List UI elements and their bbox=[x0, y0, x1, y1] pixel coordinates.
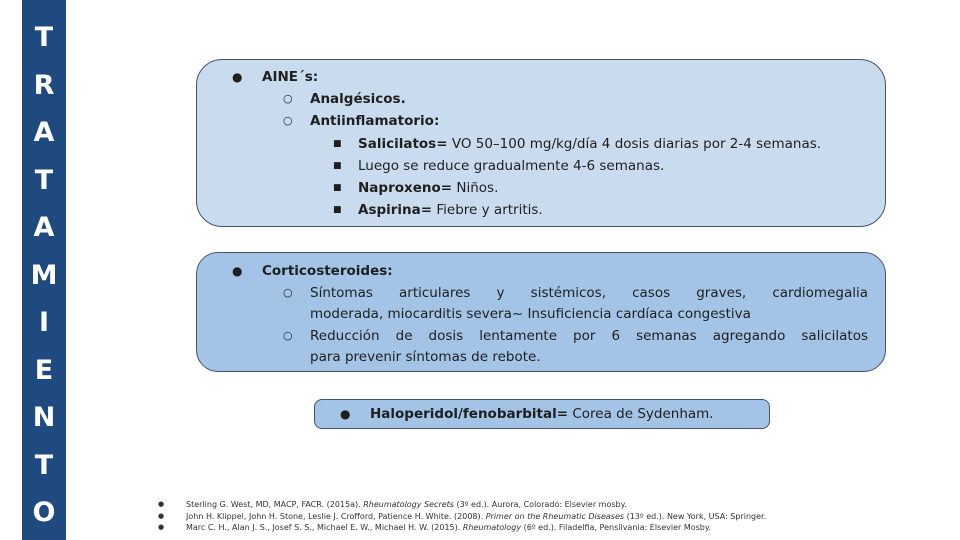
side-title-letter: T bbox=[34, 22, 54, 53]
bullet-square-icon: ■ bbox=[333, 139, 342, 149]
reference-authors: Sterling G. West, MD, MACP, FACR. (2015a). bbox=[186, 500, 364, 509]
reduccion-dosis-line-2: para prevenir síntomas de rebote. bbox=[310, 349, 541, 365]
reduccion-dosis-line-1: Reducción de dosis lentamente por 6 semanas agregando salicilatos bbox=[310, 328, 868, 344]
salicilatos-item bbox=[358, 134, 821, 154]
haloperidol-text: Corea de Sydenham. bbox=[568, 406, 714, 422]
bullet-dot-icon: ● bbox=[158, 523, 165, 531]
corticosteroides-heading: Corticosteroides: bbox=[262, 263, 393, 279]
sintomas-line-2: moderada, miocarditis severa~ Insuficiencia cardíaca congestiva bbox=[310, 306, 751, 322]
reference-item bbox=[158, 499, 766, 511]
analgesicos-item: Analgésicos. bbox=[310, 91, 406, 107]
sintomas-line-1: Síntomas articulares y sistémicos, casos graves, cardiomegalia bbox=[310, 285, 868, 301]
side-title-letter: A bbox=[33, 117, 55, 148]
side-title-letter: R bbox=[33, 69, 55, 101]
bullet-dot-icon: ● bbox=[232, 264, 243, 278]
reference-publisher: (3º ed.). Aurora, Colorado: Elsevier mosby. bbox=[453, 500, 627, 509]
haloperidol-item bbox=[370, 404, 714, 424]
reference-item bbox=[158, 522, 766, 534]
bullet-circle-icon: ○ bbox=[283, 114, 293, 127]
reference-publisher: (13º ed.). New York, USA: Springer. bbox=[624, 511, 767, 521]
reference-title: Primer on the Rheumatic Diseases bbox=[485, 511, 625, 521]
reduccion-text: Luego se reduce gradualmente 4-6 semanas. bbox=[358, 158, 665, 174]
side-title-letter: I bbox=[38, 307, 50, 338]
haloperidol-label: Haloperidol/fenobarbital= bbox=[370, 406, 569, 422]
bullet-square-icon: ■ bbox=[333, 183, 342, 193]
side-title-letter: M bbox=[30, 259, 58, 291]
bullet-square-icon: ■ bbox=[333, 205, 342, 215]
reference-authors: Marc C. H., Alan J. S., Josef S. S., Michael E. W., Michael H. W. (2015). bbox=[186, 523, 463, 532]
aspirina-item bbox=[358, 200, 543, 220]
reference-item bbox=[158, 511, 766, 523]
bullet-square-icon: ■ bbox=[333, 161, 342, 171]
side-title-letter: N bbox=[32, 402, 56, 433]
reference-authors: John H. Klippel, John H. Stone, Leslie J. Crofford, Patience H. White. (2008). bbox=[186, 511, 486, 521]
side-title-letter: A bbox=[33, 212, 55, 243]
bullet-dot-icon: ● bbox=[158, 500, 165, 508]
bullet-circle-icon: ○ bbox=[283, 92, 293, 105]
side-title-letter: T bbox=[34, 449, 54, 481]
aspirina-label: Aspirina= bbox=[358, 202, 433, 218]
side-title-letter: E bbox=[34, 354, 54, 386]
reference-publisher: (6º ed.). Filadelfia, Pensilvania: Elsevier Mosby. bbox=[521, 523, 712, 532]
references-list bbox=[158, 499, 766, 534]
side-title bbox=[22, 14, 66, 537]
bullet-dot-icon: ● bbox=[158, 511, 165, 520]
reduccion-item bbox=[358, 156, 664, 176]
reference-title: Rheumatology Secrets bbox=[363, 500, 454, 509]
side-title-letter: O bbox=[32, 497, 56, 528]
naproxeno-item bbox=[358, 178, 498, 198]
bullet-circle-icon: ○ bbox=[283, 286, 293, 299]
naproxeno-label: Naproxeno= bbox=[358, 180, 453, 196]
side-title-letter: T bbox=[34, 164, 54, 196]
bullet-dot-icon: ● bbox=[232, 70, 243, 84]
bullet-circle-icon: ○ bbox=[283, 329, 293, 342]
antiinflamatorio-item: Antiinflamatorio: bbox=[310, 113, 440, 129]
salicilatos-label: Salicilatos= bbox=[358, 136, 448, 152]
salicilatos-text: VO 50–100 mg/kg/día 4 dosis diarias por 2-4 semanas. bbox=[447, 136, 822, 152]
reference-title: Rheumatology bbox=[462, 523, 522, 532]
naproxeno-text: Niños. bbox=[452, 180, 499, 196]
bullet-dot-icon: ● bbox=[340, 407, 351, 421]
aines-heading: AINE´s: bbox=[262, 69, 319, 85]
aspirina-text: Fiebre y artritis. bbox=[432, 202, 543, 218]
